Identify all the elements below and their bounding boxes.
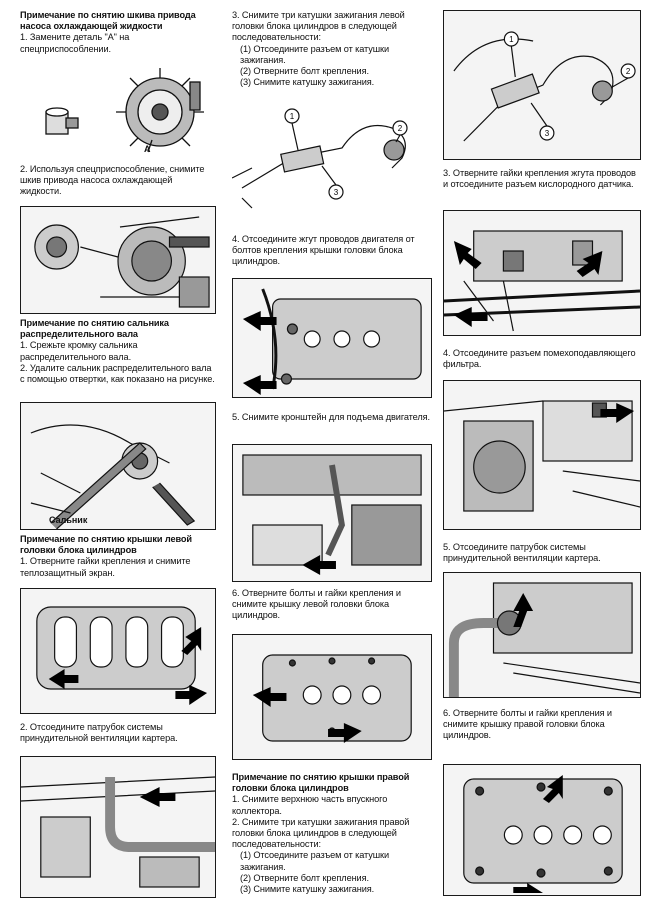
section-heading: Примечание по снятию крышки правой головки блока цилиндров <box>232 772 410 794</box>
step-text: 3. Снимите три катушки зажигания левой головки блока цилиндров в следующей последовательности: <box>232 10 405 43</box>
figure-wiring-harness-left <box>232 278 432 398</box>
callout-2: 2 <box>397 124 403 133</box>
step-coils-left <box>232 10 432 88</box>
substep-text: (1) Отсоедините разъем от катушки зажигания. <box>240 850 389 872</box>
step-text: 1. Замените деталь "А" на спецприспособлении. <box>20 32 130 54</box>
substep-text: (2) Отверните болт крепления. <box>240 872 369 883</box>
callout-3: 3 <box>333 188 339 197</box>
figure-seal-removal <box>20 402 216 530</box>
step-text: 4. Отсоедините разъем помехоподавляющего фильтра. <box>443 348 636 370</box>
seal-removal-drawing <box>21 403 215 529</box>
section-heading: Примечание по снятию крышки левой головки блока цилиндров <box>20 534 192 556</box>
step-text: 6. Отверните болты и гайки крепления и снимите крышку правой головки блока цилиндров. <box>443 708 612 741</box>
figure-special-tool <box>20 60 216 158</box>
substep-text: (2) Отверните болт крепления. <box>240 66 369 77</box>
step-text: 1. Срежьте кромку сальника распределительного вала. <box>20 340 138 362</box>
substep-text: (3) Снимите катушку зажигания. <box>240 884 375 895</box>
figure-pcv-hose-right <box>443 572 641 698</box>
step-text: 5. Отсоедините патрубок системы принудительной вентиляции картера. <box>443 542 601 564</box>
right-cover-drawing <box>444 765 640 895</box>
section-heading: Примечание по снятию сальника распределительного вала <box>20 318 169 340</box>
step-text: 2. Снимите три катушки зажигания правой головки блока цилиндров в следующей последовательности: <box>232 816 410 850</box>
seal-label: Сальник <box>49 515 88 525</box>
step-text: 1. Снимите верхнюю часть впускного коллектора. <box>232 794 388 816</box>
section-right-cover <box>232 772 432 895</box>
figure-ignition-coil-left <box>232 98 432 218</box>
left-cover-drawing <box>233 635 431 759</box>
step-text: 5. Снимите кронштейн для подъема двигателя. <box>232 412 430 422</box>
section-heading: Примечание по снятию шкива привода насоса охлаждающей жидкости <box>20 10 196 32</box>
step-text: 2. Отсоедините патрубок системы принудительной вентиляции картера. <box>20 722 178 744</box>
step-text: 1. Отверните гайки крепления и снимите теплозащитный экран. <box>20 556 191 578</box>
step-noise-filter <box>443 348 641 370</box>
figure-right-cover <box>443 764 641 896</box>
callout-2: 2 <box>625 66 631 77</box>
pcv-hose-right-drawing <box>444 573 640 697</box>
step-text: 3. Отверните гайки крепления жгута проводов и отсоедините разъем кислородного датчика. <box>443 168 636 190</box>
figure-noise-filter <box>443 380 641 530</box>
pcv-hose-left-drawing <box>21 757 215 897</box>
step-text: 2. Используя спецприспособление, снимите шкив привода насоса охлаждающей жидкости. <box>20 164 205 197</box>
figure-o2-sensor <box>443 210 641 336</box>
wiring-harness-left-drawing <box>233 279 431 397</box>
pulley-removal-drawing <box>21 207 215 313</box>
ignition-coil-left-drawing <box>232 98 432 218</box>
step-left-cover-remove <box>232 588 432 622</box>
callout-1: 1 <box>289 112 295 121</box>
substep-text: (3) Снимите катушку зажигания. <box>240 77 375 88</box>
figure-pulley-removal <box>20 206 216 314</box>
section-camshaft-seal <box>20 318 216 385</box>
figure-ignition-coil-right <box>443 10 641 160</box>
step-pcv-right <box>443 542 641 564</box>
substep-text: (1) Отсоедините разъем от катушки зажигания. <box>240 43 389 65</box>
callout-1: 1 <box>509 34 514 45</box>
o2-sensor-drawing <box>444 211 640 335</box>
figure-heat-shield <box>20 588 216 714</box>
step-pcv-left <box>20 722 216 744</box>
step-right-cover-remove <box>443 708 641 742</box>
step-lift-bracket <box>232 412 432 423</box>
figure-lift-bracket <box>232 444 432 582</box>
step-remove-pulley <box>20 164 216 198</box>
part-a-label: A <box>144 144 151 154</box>
section-left-cover <box>20 534 216 579</box>
step-harness-left <box>232 234 432 268</box>
ignition-coil-right-drawing <box>444 11 640 159</box>
heat-shield-drawing <box>21 589 215 713</box>
special-tool-drawing <box>20 60 216 158</box>
lift-bracket-drawing <box>233 445 431 581</box>
figure-pcv-hose-left <box>20 756 216 898</box>
step-text: 6. Отверните болты и гайки крепления и снимите крышку левой головки блока цилиндров. <box>232 588 401 621</box>
noise-filter-drawing <box>444 381 640 529</box>
section-water-pump-pulley <box>20 10 216 55</box>
step-text: 4. Отсоедините жгут проводов двигателя от болтов крепления крышки головки блока цилиндров. <box>232 234 415 267</box>
figure-left-cover <box>232 634 432 760</box>
callout-3: 3 <box>544 128 550 139</box>
step-o2-sensor <box>443 168 641 190</box>
step-text: 2. Удалите сальник распределительного вала с помощью отвертки, как показано на рисунке. <box>20 362 215 385</box>
